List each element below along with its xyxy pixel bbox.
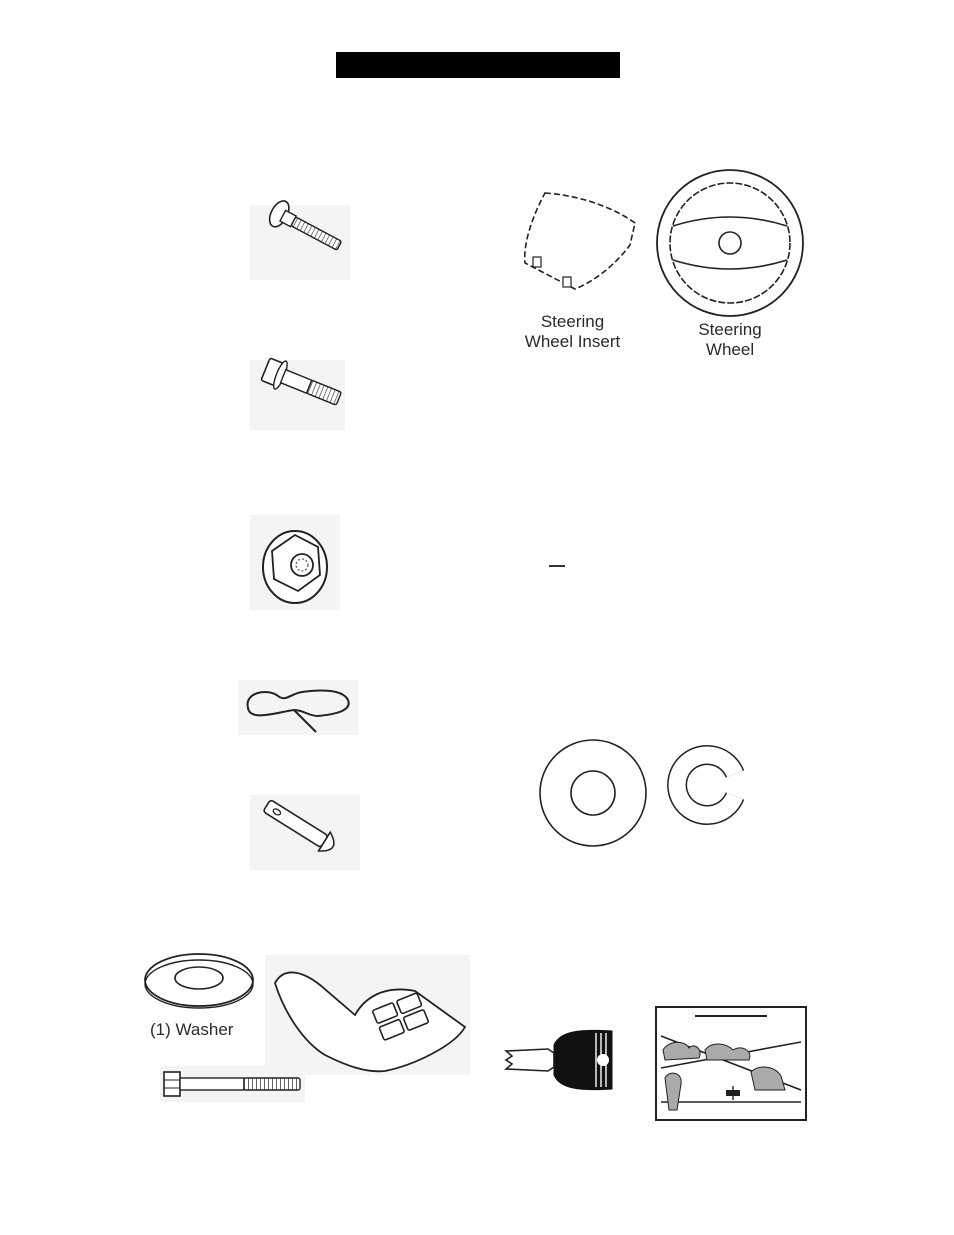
steering-wheel-icon bbox=[655, 168, 805, 318]
washer-icon bbox=[142, 950, 257, 1010]
flat-washer-icon bbox=[538, 738, 648, 848]
flange-nut-icon bbox=[250, 515, 340, 610]
header-bar bbox=[336, 52, 620, 78]
pedal-pad-icon bbox=[265, 955, 470, 1075]
steering-wheel-insert-line2: Wheel Insert bbox=[524, 332, 621, 351]
steering-wheel-line2: Wheel bbox=[705, 340, 755, 359]
flange-bolt-icon bbox=[250, 360, 345, 430]
carriage-bolt-icon bbox=[250, 205, 350, 280]
stray-mark bbox=[549, 565, 565, 567]
steering-wheel-insert-line1: Steering bbox=[540, 312, 605, 331]
retaining-ring-icon bbox=[677, 752, 752, 817]
slope-warning-decal-icon bbox=[655, 1006, 807, 1121]
steering-wheel-insert-label bbox=[505, 312, 640, 352]
hairpin-clip-icon bbox=[238, 680, 358, 735]
clevis-pin-icon bbox=[250, 795, 360, 870]
washer-label: (1) Washer bbox=[150, 1020, 234, 1039]
ignition-key-icon bbox=[500, 1025, 620, 1095]
steering-wheel-label bbox=[670, 320, 790, 360]
steering-wheel-insert-icon bbox=[515, 185, 645, 295]
steering-wheel-line1: Steering bbox=[698, 320, 762, 339]
